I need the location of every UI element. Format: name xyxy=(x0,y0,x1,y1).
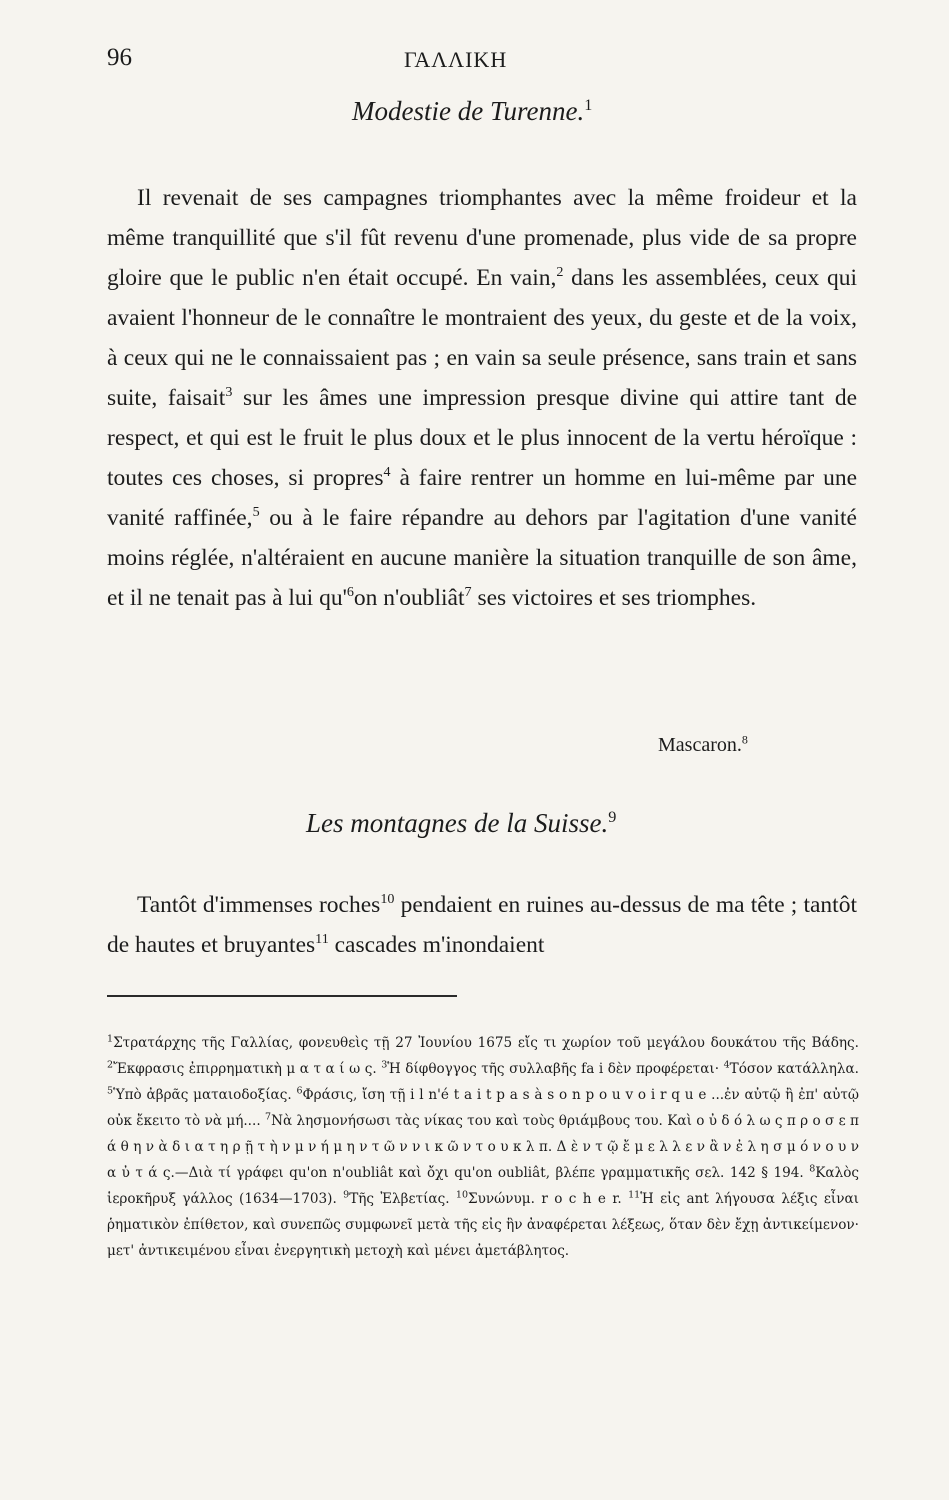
footnote-entry xyxy=(456,1191,628,1207)
footnote-entry xyxy=(107,1035,859,1051)
footnote-ref: 6 xyxy=(296,1085,303,1097)
footnote-entry xyxy=(724,1061,859,1077)
text-run: Ὑπὸ ἀβρᾶς ματαιοδοξίας. xyxy=(113,1087,297,1103)
text-run: Τόσον κατάλληλα. xyxy=(729,1061,859,1077)
footnote-ref: 8 xyxy=(741,732,748,747)
footnote-ref: 5 xyxy=(252,504,260,521)
text-run: Συνώνυμ. r o c h e r. xyxy=(468,1191,629,1207)
text-run: ses victoires et ses triomphes. xyxy=(471,585,757,611)
paragraph-suisse xyxy=(107,885,857,965)
text-run: ou à le faire répandre au dehors par l'agitation d'une vanité moins réglée, n'altéraient en aucune manière la situation tranquille de son âme, et il ne tenait pas à lui qu' xyxy=(107,505,857,611)
text-run: Ἔκφρασις ἐπιρρηματικὴ μ α τ α ί ω ς. xyxy=(113,1061,382,1077)
footnote-ref: 8 xyxy=(809,1163,816,1175)
footnote-ref: 3 xyxy=(381,1059,388,1071)
footnote-ref: 10 xyxy=(380,891,395,908)
text-run: Tantôt d'immenses roches xyxy=(137,892,381,918)
section-title-turenne: Modestie de Turenne.$^1$ xyxy=(352,96,593,126)
footnote-ref: 2 xyxy=(556,264,564,281)
text-run: Νὰ λησμονήσωσι τὰς νίκας του καὶ τοὺς θριάμβους του. Καὶ ο ὐ δ ό λ ω ς π ρ ο σ ε π ά θ η ν ὰ δ ι α τ η ρ ῇ τ ὴ ν μ ν ή μ η ν τ ῶ ν ν ι κ ῶ ν τ ο υ κ λ π. Δ ὲ ν τ ῷ ἔ μ ε λ λ ε ν ἂ ν ἐ λ η σ μ ό ν ο υ ν α ὐ τ ά ς.—Διὰ τί γράφει qu'on n'oubliât καὶ ὄχι qu'on oubliât, βλέπε γραμματικῆς σελ. 142 § 194. xyxy=(107,1113,859,1181)
text-run: Φράσις, ἴση τῇ i l n'é t a i t p a s à s o n p o u v o i r q u e ...ἐν αὐτῷ ἢ ἐπ' αὐτῷ οὐκ ἔκειτο τὸ νὰ μή.... xyxy=(107,1087,859,1129)
footnote-ref: 1 xyxy=(584,96,593,114)
text-run: Ἡ εἰς ant λήγουσα λέξις εἶναι ῥηματικὸν ἐπίθετον, καὶ συνεπῶς συμφωνεῖ μετὰ τῆς εἰς ἣν ἀναφέρεται λέξεως, ὅταν δὲν ἔχῃ ἀντικείμενον· μετ' ἀντικειμένου εἶναι ἐνεργητικὴ μετοχὴ καὶ μένει ἀμετάβλητος. xyxy=(107,1191,859,1259)
footnote-ref: 10 xyxy=(455,1189,469,1201)
text-run: à faire rentrer un homme en lui-même par une vanité raffinée, xyxy=(107,465,857,531)
footnote-ref: 7 xyxy=(265,1111,272,1123)
footnote-ref: 4 xyxy=(383,464,391,481)
text-run: on n'oubliât xyxy=(353,585,465,611)
footnote-ref: 5 xyxy=(107,1085,114,1097)
footnote-entry xyxy=(381,1061,723,1077)
footnote-entry xyxy=(107,1061,381,1077)
footnote-ref: 9 xyxy=(608,808,617,826)
text-run: Στρατάρχης τῆς Γαλλίας, φονευθεὶς τῇ 27 Ἰουνίου 1675 εἴς τι χωρίον τοῦ μεγάλου δουκάτου τῆς Βάδης. xyxy=(113,1035,859,1051)
footnote-entry xyxy=(107,1087,296,1103)
footnote-ref: 2 xyxy=(107,1059,114,1071)
footnote-ref: 11 xyxy=(315,931,329,948)
running-title: ΓΑΛΛΙΚΗ xyxy=(404,47,508,72)
page-number: 96 xyxy=(107,44,132,71)
footnote-ref: 7 xyxy=(464,584,472,601)
paragraph-turenne xyxy=(107,178,857,618)
footnote-ref: 1 xyxy=(107,1033,114,1045)
footnote-ref: 3 xyxy=(225,384,233,401)
author-signature: Mascaron.$^8$ xyxy=(658,732,748,756)
page-header xyxy=(107,44,857,78)
footnote-divider xyxy=(107,995,457,997)
footnote-ref: 9 xyxy=(343,1189,350,1201)
text-run: Il revenait de ses campagnes triomphantes avec la même froideur et la même tranquillité que s'il fût revenu d'une promenade, plus vide de sa propre gloire que le public n'en était occupé. En vain, xyxy=(107,185,857,291)
footnotes xyxy=(107,1030,859,1264)
text-run: pendaient en ruines au-dessus de ma tête ; tantôt de hautes et bruyantes xyxy=(107,892,857,958)
text-run: Τῆς Ἐλβετίας. xyxy=(349,1191,456,1207)
text-run: cascades m'inondaient xyxy=(328,932,545,958)
text-run: Καλὸς ἱεροκῆρυξ γάλλος (1634—1703). xyxy=(107,1165,859,1207)
section-title-suisse: Les montagnes de la Suisse.$^9$ xyxy=(306,808,617,838)
footnote-ref: 6 xyxy=(346,584,354,601)
footnote-ref: 11 xyxy=(628,1189,641,1201)
footnote-ref: 4 xyxy=(723,1059,730,1071)
footnote-entry xyxy=(343,1191,456,1207)
text-run: Ἡ δίφθογγος τῆς συλλαβῆς fa i δὲν προφέρεται· xyxy=(387,1061,724,1077)
text-run: dans les assemblées, ceux qui avaient l'honneur de le connaître le montraient des yeux, du geste et de la voix, à ceux qui ne le connaissaient pas ; en vain sa seule présence, sans train et sans suite, faisait xyxy=(107,265,857,411)
text-run: sur les âmes une impression presque divine qui attire tant de respect, et qui est le fruit le plus doux et le plus innocent de la vertu héroïque : toutes ces choses, si propres xyxy=(107,385,857,491)
